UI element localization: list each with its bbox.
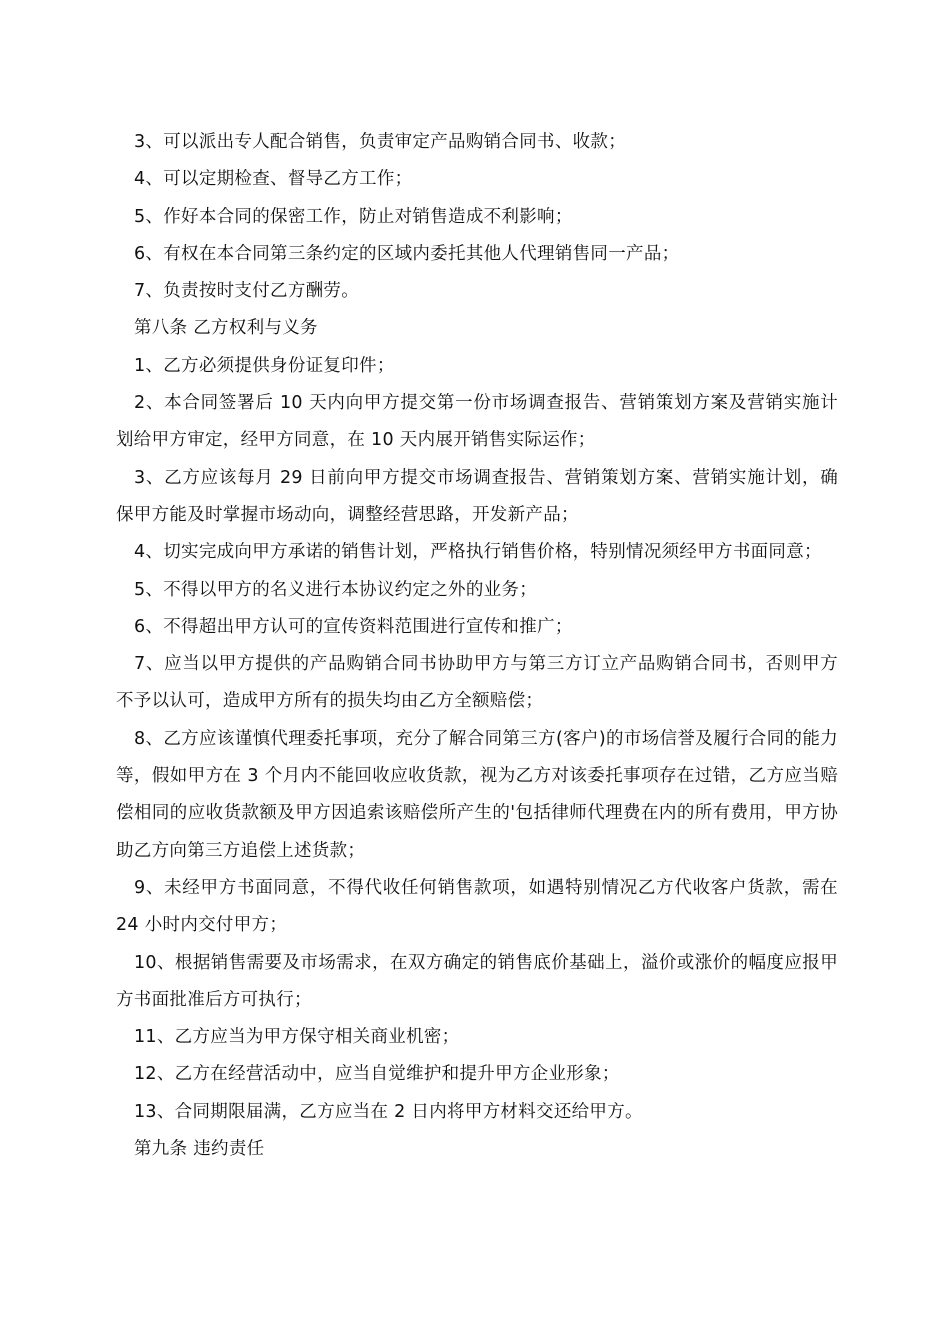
clause-item: 5、不得以甲方的名义进行本协议约定之外的业务；	[134, 579, 538, 600]
section-heading: 第八条 乙方权利与义务	[134, 318, 318, 339]
clause-item: 5、作好本合同的保密工作，防止对销售造成不利影响；	[134, 206, 573, 227]
clause-item: 4、切实完成向甲方承诺的销售计划，严格执行销售价格，特别情况须经甲方书面同意；	[134, 542, 822, 563]
clause-item: 9、未经甲方书面同意，不得代收任何销售款项，如遇特别情况乙方代收客户货款，需在 24 小时内交付甲方；	[116, 877, 838, 936]
clause-item: 1、乙方必须提供身份证复印件；	[134, 355, 395, 376]
clause-item: 7、应当以甲方提供的产品购销合同书协助甲方与第三方订立产品购销合同书，否则甲方不予以认可，造成甲方所有的损失均由乙方全额赔偿；	[116, 654, 838, 712]
clause-item: 10、根据销售需要及市场需求，在双方确定的销售底价基础上，溢价或涨价的幅度应报甲方书面批准后方可执行；	[116, 952, 838, 1010]
clause-item: 3、乙方应该每月 29 日前向甲方提交市场调查报告、营销策划方案、营销实施计划，确保甲方能及时掌握市场动向，调整经营思路，开发新产品；	[116, 467, 838, 525]
clause-item: 4、可以定期检查、督导乙方工作；	[134, 169, 413, 190]
clause-item: 12、乙方在经营活动中，应当自觉维护和提升甲方企业形象；	[134, 1064, 620, 1085]
clause-item: 6、有权在本合同第三条约定的区域内委托其他人代理销售同一产品；	[134, 243, 680, 264]
document-body	[116, 124, 838, 1168]
clause-item: 13、合同期限届满，乙方应当在 2 日内将甲方材料交还给甲方。	[134, 1101, 643, 1122]
section-heading: 第九条 违约责任	[134, 1139, 265, 1160]
clause-item: 3、可以派出专人配合销售，负责审定产品购销合同书、收款；	[134, 132, 627, 152]
clause-item: 7、负责按时支付乙方酬劳。	[134, 281, 360, 302]
clause-item: 11、乙方应当为甲方保守相关商业机密；	[134, 1027, 460, 1048]
clause-item: 6、不得超出甲方认可的宣传资料范围进行宣传和推广；	[134, 616, 573, 637]
clause-item: 2、本合同签署后 10 天内向甲方提交第一份市场调查报告、营销策划方案及营销实施计划给甲方审定，经甲方同意，在 10 天内展开销售实际运作；	[116, 393, 838, 451]
clause-item: 8、乙方应该谨慎代理委托事项，充分了解合同第三方(客户)的市场信誉及履行合同的能力等，假如甲方在 3 个月内不能回收应收货款，视为乙方对该委托事项存在过错，乙方应当赔偿相同的应收货款额及甲方因追索该赔偿所产生的'包括律师代理费在内的所有费用，甲方协助乙方向第三方追偿上述货款；	[116, 728, 838, 861]
